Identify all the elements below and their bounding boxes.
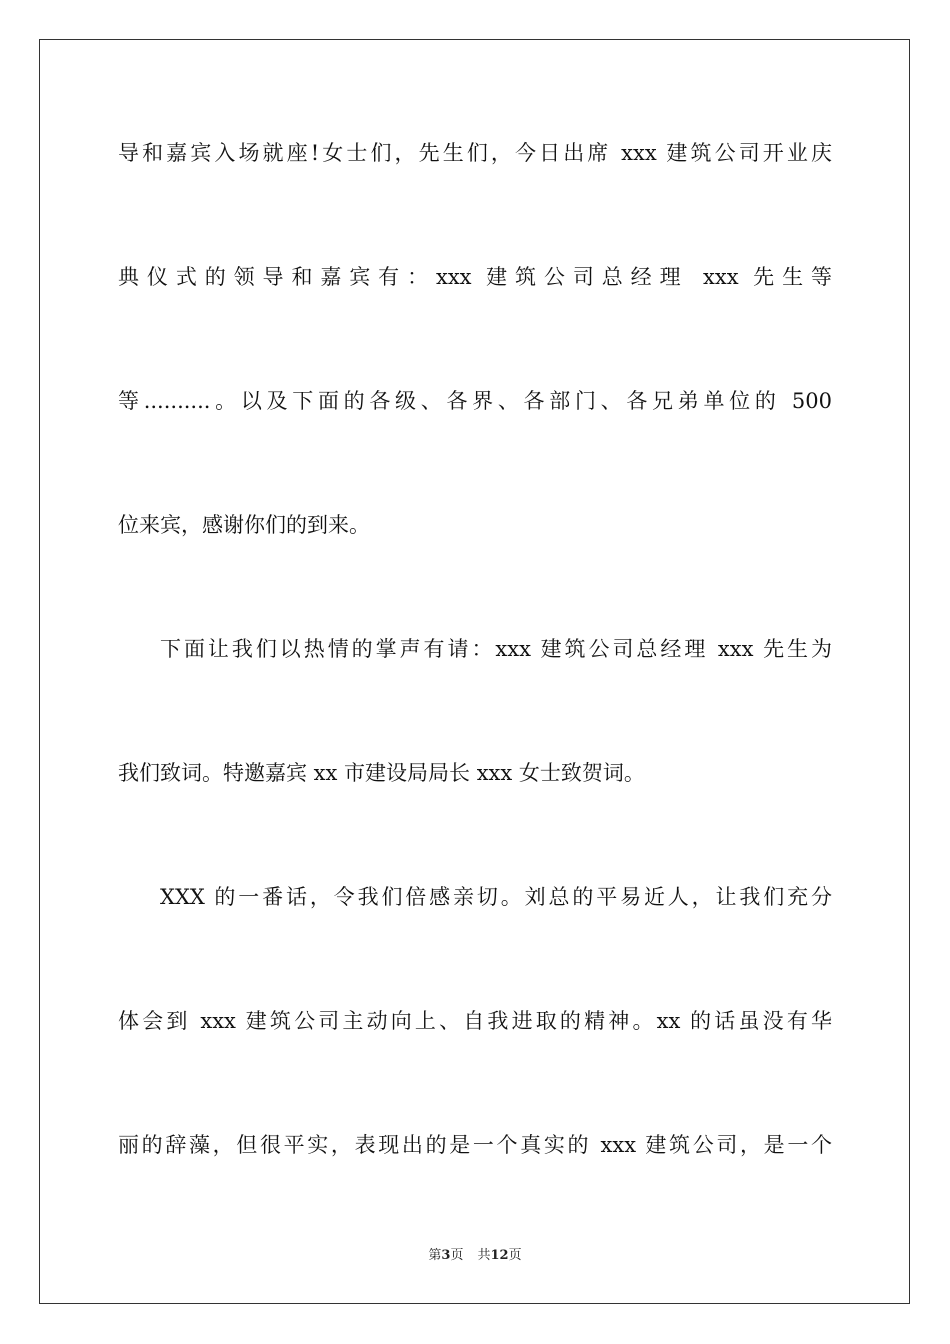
body-text-line-1: 导和嘉宾入场就座!女士们，先生们，今日出席 xxx 建筑公司开业庆 bbox=[118, 141, 832, 165]
body-text-line-4: 位来宾，感谢你们的到来。 bbox=[118, 513, 370, 537]
body-text-line-3: 等..........。以及下面的各级、各界、各部门、各兄弟单位的 500 bbox=[118, 389, 832, 413]
page-number: 3 bbox=[441, 1248, 451, 1263]
body-text-line-9: 丽的辞藻，但很平实，表现出的是一个真实的 xxx 建筑公司，是一个 bbox=[118, 1133, 832, 1157]
page-border bbox=[39, 39, 910, 1304]
body-text-line-8: 体会到 xxx 建筑公司主动向上、自我进取的精神。xx 的话虽没有华 bbox=[118, 1009, 832, 1033]
total-suffix: 页 bbox=[508, 1248, 522, 1263]
body-text-line-2: 典仪式的领导和嘉宾有：xxx 建筑公司总经理 xxx 先生等 bbox=[118, 265, 832, 289]
total-prefix: 共 bbox=[477, 1248, 491, 1263]
page-footer bbox=[0, 1247, 950, 1265]
body-text-line-7: XXX 的一番话，令我们倍感亲切。刘总的平易近人，让我们充分 bbox=[160, 885, 832, 909]
body-text-line-5: 下面让我们以热情的掌声有请：xxx 建筑公司总经理 xxx 先生为 bbox=[160, 637, 832, 661]
body-text-line-6: 我们致词。特邀嘉宾 xx 市建设局局长 xxx 女士致贺词。 bbox=[118, 761, 645, 785]
page-suffix: 页 bbox=[450, 1248, 464, 1263]
total-pages: 12 bbox=[490, 1248, 509, 1263]
page-prefix: 第 bbox=[428, 1248, 442, 1263]
